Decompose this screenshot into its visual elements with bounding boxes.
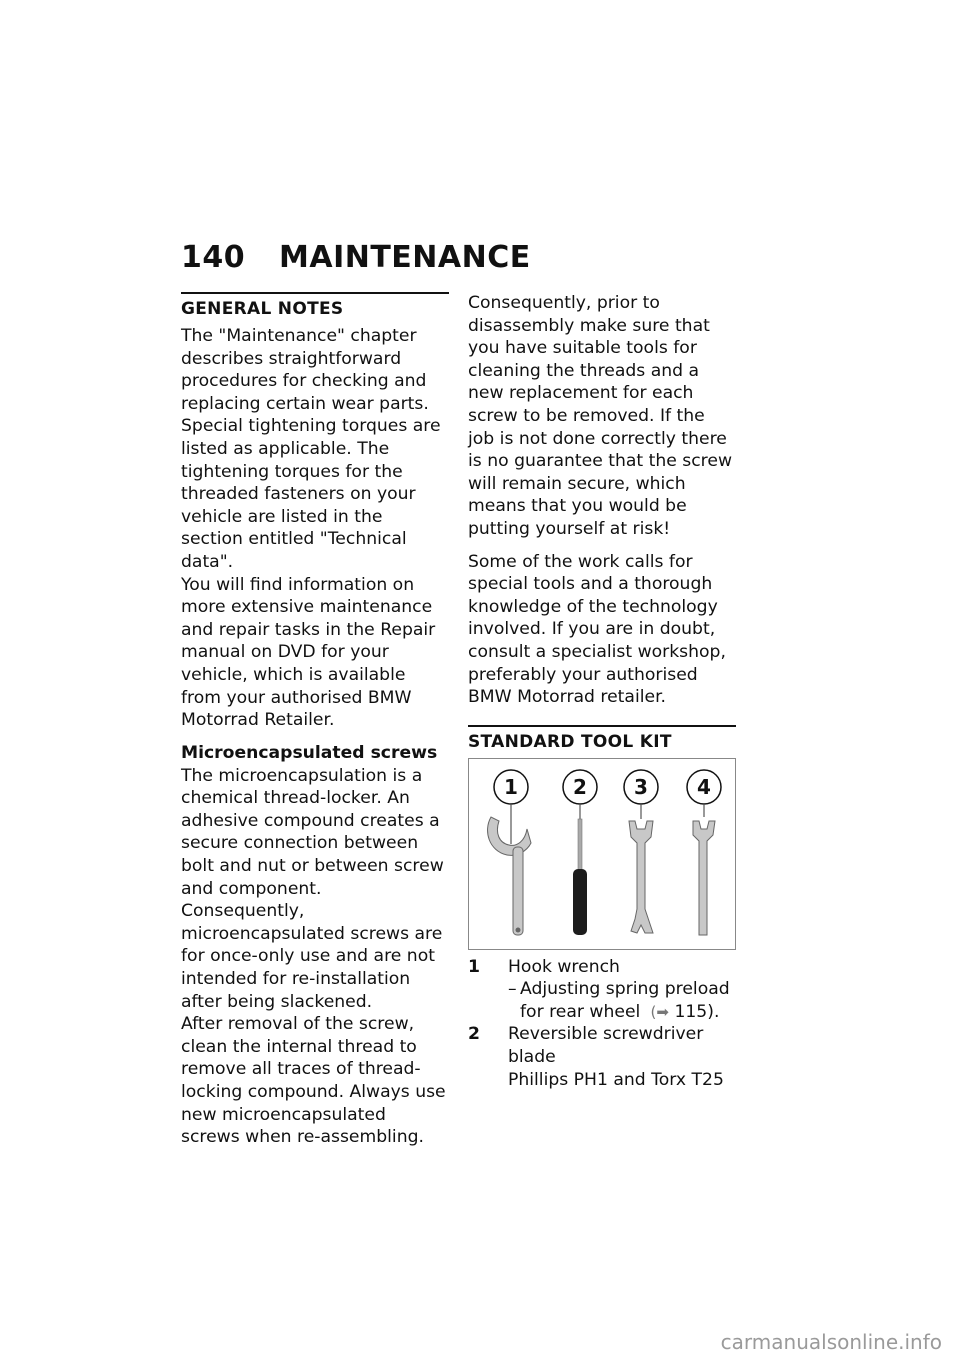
legend-number: 2: [468, 1024, 480, 1045]
microencapsulated-para-1: The microencapsulation is a chemical thread-locker. An adhesive compound creates a secure connection between bolt and nut or between screw and component. Consequently, microencapsulated screws are for once-only use and are not intended for re-installation after being slackened.: [181, 765, 444, 1012]
tool-kit-illustration: [469, 759, 735, 949]
general-notes-para-3: You will find information on more extensive maintenance and repair tasks in the Repair manual on DVD for your vehicle, which is available from your authorised BMW Motorrad Retailer.: [181, 574, 436, 731]
legend-name: Reversible screwdriver blade: [508, 1024, 704, 1068]
general-notes-heading: GENERAL NOTES: [181, 292, 449, 319]
figure-label-2: 2: [573, 774, 587, 799]
right-column: [468, 292, 736, 1091]
hook-wrench-illustration: [488, 817, 531, 935]
legend-detail: Phillips PH1 and Torx T25: [508, 1069, 724, 1090]
tool-kit-heading: STANDARD TOOL KIT: [468, 725, 736, 752]
page-reference: 115).: [674, 1001, 720, 1022]
disassembly-para: Consequently, prior to disassembly make sure that you have suitable tools for cleaning the threads and a new replacement for each screw to be removed. If the job is not done correctly there is no guarantee that the screw will remain secure, which means that you would be putting yourself at risk!: [468, 293, 733, 539]
ring-wrench-illustration: [693, 821, 715, 935]
legend-sub-text: Adjusting spring preload for rear wheel: [520, 979, 730, 1022]
open-end-wrench-illustration: [629, 821, 653, 933]
tool-kit-figure: [468, 758, 736, 950]
page-reference-arrow-icon: (➡: [645, 1002, 669, 1021]
legend-sub-item: – Adjusting spring preload for rear wheel (➡ 115).: [508, 979, 730, 1022]
microencapsulated-heading: Microencapsulated screws: [181, 742, 438, 763]
page-number: 140: [181, 240, 246, 275]
legend-number: 1: [468, 956, 480, 977]
watermark: carmanualsonline.info: [720, 1330, 942, 1354]
page-header: [181, 240, 531, 275]
tool-legend: [468, 956, 736, 1092]
legend-item: [468, 956, 736, 1024]
legend-name: Hook wrench: [508, 956, 620, 977]
figure-label-1: 1: [504, 774, 518, 799]
chapter-title: MAINTENANCE: [279, 240, 531, 275]
legend-item: [468, 1023, 736, 1091]
figure-label-3: 3: [634, 774, 648, 799]
left-column: [181, 292, 449, 1149]
microencapsulated-para-2: After removal of the screw, clean the internal thread to remove all traces of thread-locking compound. Always use new microencapsulated screws when re-assembling.: [181, 1014, 446, 1148]
figure-label-4: 4: [697, 774, 711, 799]
special-tools-para: Some of the work calls for special tools and a thorough knowledge of the technology involved. If you are in doubt, consult a specialist workshop, preferably your authorised BMW Motorrad retailer.: [468, 551, 726, 708]
general-notes-para-1: The "Maintenance" chapter describes straightforward procedures for checking and replacing certain wear parts.: [181, 326, 429, 414]
screwdriver-illustration: [573, 819, 587, 935]
general-notes-para-2: Special tightening torques are listed as applicable. The tightening torques for the threaded fasteners on your vehicle are listed in the section entitled "Technical data".: [181, 416, 441, 572]
